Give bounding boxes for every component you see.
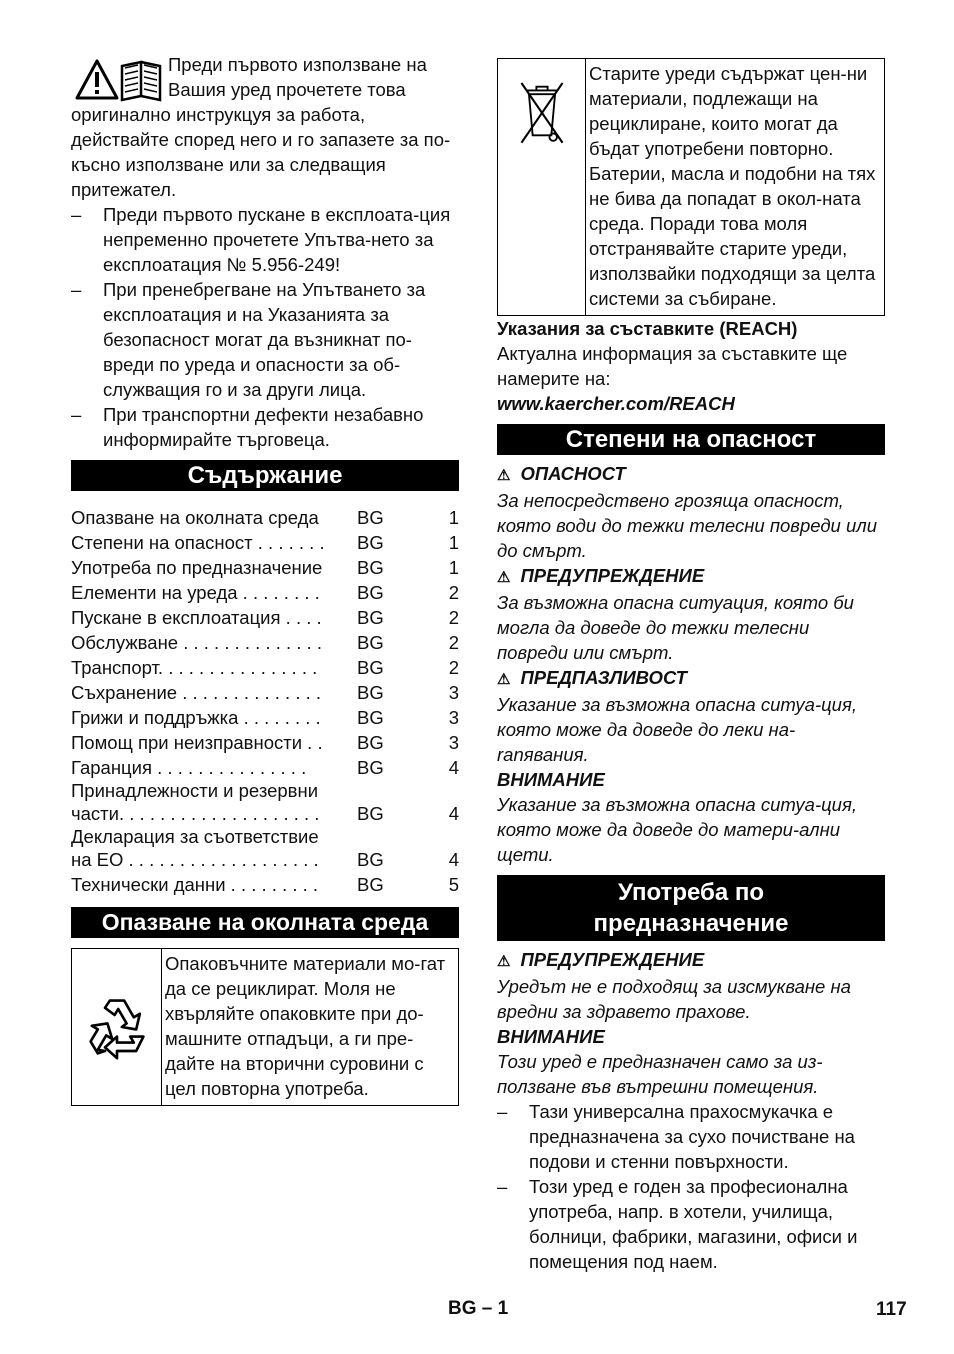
toc-row[interactable]: Транспорт. . . . . . . . . . . . . . . . BG 2 <box>71 657 459 678</box>
crossed-bin-icon <box>498 59 586 315</box>
toc-row[interactable]: Съхранение . . . . . . . . . . . . . . BG 3 <box>71 682 459 703</box>
hazard-item: ⚠ ОПАСНОСТ За непосредствено грозяща опасност, която води до тежки телесни повреди или до смърт. <box>497 463 877 561</box>
intro-bullet: – Преди първото пускане в експлоата-ция непременно прочетете Упътва-нето за експлоатация № 5.956-249! <box>71 204 451 275</box>
toc-row[interactable]: Степени на опасност . . . . . . . BG 1 <box>71 532 459 553</box>
intended-use-notice-text: Този уред е предназначен само за из-ползване във вътрешни помещения. <box>497 1051 823 1097</box>
intended-use-bullet: – Тази универсална прахосмукачка е предназначена за сухо почистване на подови и стенни повърхности. <box>497 1101 855 1172</box>
toc-row[interactable]: Грижи и поддръжка . . . . . . . . BG 3 <box>71 707 459 728</box>
intro-text: оригинално инструкцуя за работа, действайте според него и го запазете за по-късно използване или за следващия притежател. <box>71 104 451 200</box>
warning-triangle-icon: ⚠ <box>497 569 511 586</box>
hazard-item: ВНИМАНИЕ Указание за възможна опасна ситуа-ция, която може да доведе до матери-ални щети. <box>497 769 857 865</box>
table-of-contents <box>71 505 459 897</box>
intro-bullet: – При транспортни дефекти незабавно информирайте търговеца. <box>71 404 424 450</box>
toc-row[interactable]: Употреба по предназначение BG 1 <box>71 557 459 578</box>
intro-block <box>71 52 459 452</box>
warning-triangle-icon <box>77 61 117 98</box>
hazard-item: ⚠ ПРЕДУПРЕЖДЕНИЕ За възможна опасна ситуация, която би могла да доведе до тежки телесни повреди или смърт. <box>497 565 854 663</box>
intended-use-warning-label: ПРЕДУПРЕЖДЕНИЕ <box>520 949 705 970</box>
toc-row[interactable]: Пускане в експлоатация . . . . BG 2 <box>71 607 459 628</box>
reach-heading: Указания за съставките (REACH) <box>497 318 798 339</box>
left-column <box>71 52 459 1106</box>
toc-row[interactable]: Помощ при неизправности . . BG 3 <box>71 732 459 753</box>
footer-section: BG – 1 <box>448 1298 509 1319</box>
toc-row[interactable]: Елементи на уреда . . . . . . . . BG 2 <box>71 582 459 603</box>
warning-triangle-icon: ⚠ <box>497 953 511 970</box>
reach-text: Актуална информация за съставките ще намерите на: <box>497 343 848 389</box>
toc-row[interactable]: Опазване на околната среда BG 1 <box>71 507 459 528</box>
toc-row[interactable]: Декларация за съответствие на ЕО . . . . . . . . . . . . . . . . . . . BG 4 <box>71 826 459 870</box>
packaging-text: Опаковъчните материали мо-гат да се рециклират. Моля не хвърляйте опаковките при до-машните отпадъци, а ги пре-дайте на вторични суровини с цел повторна употреба. <box>165 953 446 1099</box>
toc-row[interactable]: Обслужване . . . . . . . . . . . . . . BG 2 <box>71 632 459 653</box>
warning-triangle-icon: ⚠ <box>497 671 511 688</box>
old-devices-note <box>497 58 885 316</box>
toc-row[interactable]: Гаранция . . . . . . . . . . . . . . . BG 4 <box>71 757 459 778</box>
reach-url[interactable]: www.kaercher.com/REACH <box>497 393 735 414</box>
warning-triangle-icon: ⚠ <box>497 467 511 484</box>
manual-book-icon <box>122 62 160 100</box>
toc-row[interactable]: Принадлежности и резервни части. . . . . . . . . . . . . . . . . . . . BG 4 <box>71 780 459 824</box>
right-column <box>497 58 885 1274</box>
recycle-icon <box>72 949 162 1105</box>
intro-line-2: Вашия уред прочетете това <box>168 79 406 100</box>
intended-use-notice-label: ВНИМАНИЕ <box>497 1026 605 1047</box>
old-devices-text: Старите уреди съдържат цен-ни материали, подлежащи на рециклиране, които могат да бъдат употребени повторно. Батерии, масла и подобни на тях не бива да попадат в окол-ната среда. Поради това моля отстранявайте старите уреди, използвайки подходящи за целта системи за събиране. <box>589 63 876 309</box>
intro-line-1: Преди първото използване на <box>168 54 427 75</box>
packaging-note <box>71 948 459 1106</box>
intro-bullet: – При пренебрегване на Упътването за експлоатация и на Указанията за безопасност могат да възникнат по-вреди по уреда и опасности за об-служващия го и за други лица. <box>71 279 426 400</box>
toc-heading: Съдържание <box>71 460 459 491</box>
intended-use-warning-text: Уредът не е подходящ за изсмукване на вредни за здравето прахове. <box>497 976 851 1022</box>
hazard-item: ⚠ ПРЕДПАЗЛИВОСТ Указание за възможна опасна ситуа-ция, която може да доведе до леки на-ranявания. <box>497 667 857 765</box>
toc-row[interactable]: Технически данни . . . . . . . . . BG 5 <box>71 874 459 895</box>
warning-manual-icons <box>75 58 165 102</box>
hazard-levels-heading: Степени на опасност <box>497 424 885 455</box>
environment-heading: Опазване на околната среда <box>71 907 459 938</box>
page-number: 117 <box>876 1299 907 1320</box>
intended-use-heading: Употреба по предназначение <box>497 875 885 941</box>
intended-use-bullet: – Този уред е годен за професионална употреба, напр. в хотели, училища, болници, фабрики, магазини, офиси и помещения под наем. <box>497 1176 858 1272</box>
